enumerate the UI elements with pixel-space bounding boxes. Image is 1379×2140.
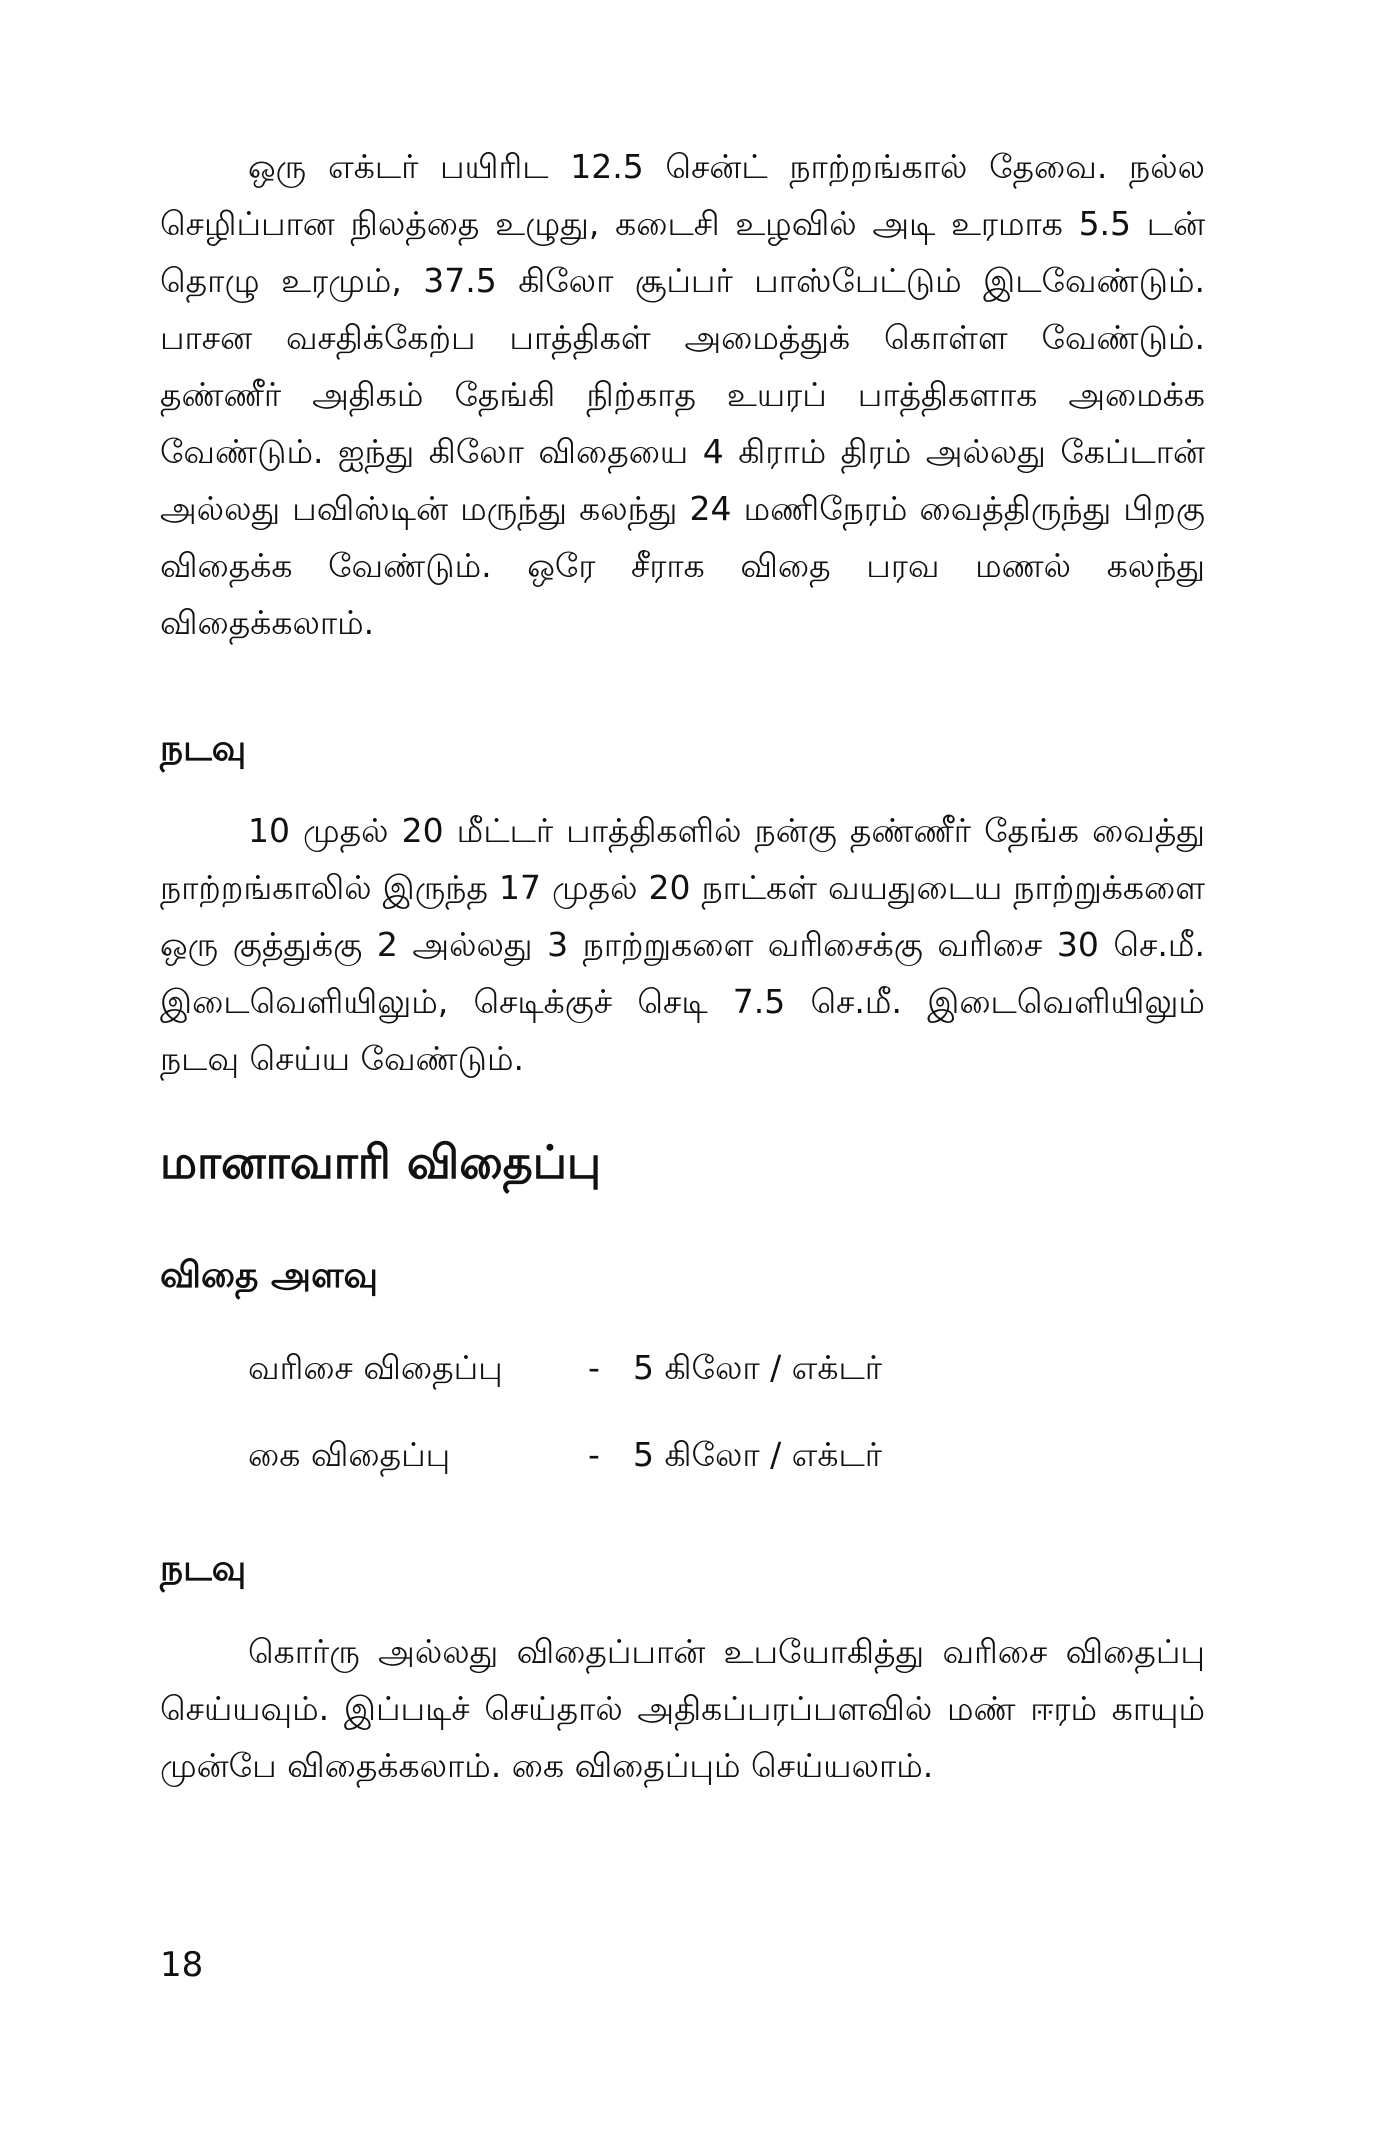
page-number: 18 — [160, 1945, 204, 1985]
paragraph-transplanting: 10 முதல் 20 மீட்டர் பாத்திகளில் நன்கு தண்ணீர் தேங்க வைத்து நாற்றங்காலில் இருந்த 17 முதல் 20 நாட்கள் வயதுடைய நாற்றுக்களை ஒரு குத்துக்கு 2 அல்லது 3 நாற்றுகளை வரிசைக்கு வரிசை 30 செ.மீ. இடைவெளியிலும், செடிக்குச் செடி 7.5 செ.மீ. இடைவெளியிலும் நடவு செய்ய வேண்டும். — [160, 811, 1205, 1078]
paragraph-planting: கொர்ரு அல்லது விதைப்பான் உபயோகித்து வரிசை விதைப்பு செய்யவும். இப்படிச் செய்தால் அதிகப்பரப்பளவில் மண் ஈரம் காயும் முன்பே விதைக்கலாம். கை விதைப்பும் செய்யலாம். — [160, 1632, 1205, 1785]
heading-rainfed-sowing: மானாவாரி விதைப்பு — [160, 1135, 602, 1189]
seed-rate-dash: - — [588, 1348, 600, 1387]
seed-rate-value: 5 கிலோ / எக்டர் — [633, 1435, 883, 1474]
seed-rate-value: 5 கிலோ / எக்டர் — [633, 1348, 883, 1387]
seed-rate-term: கை விதைப்பு — [248, 1435, 451, 1474]
heading-seed-rate: விதை அளவு — [160, 1255, 378, 1296]
paragraph-nursery: ஒரு எக்டர் பயிரிட 12.5 சென்ட் நாற்றங்கால் தேவை. நல்ல செழிப்பான நிலத்தை உழுது, கடைசி உழவில் அடி உரமாக 5.5 டன் தொழு உரமும், 37.5 கிலோ சூப்பர் பாஸ்பேட்டும் இடவேண்டும். பாசன வசதிக்கேற்ப பாத்திகள் அமைத்துக் கொள்ள வேண்டும். தண்ணீர் அதிகம் தேங்கி நிற்காத உயரப் பாத்திகளாக அமைக்க வேண்டும். ஐந்து கிலோ விதையை 4 கிராம் திரம் அல்லது கேப்டான் அல்லது பவிஸ்டின் மருந்து கலந்து 24 மணிநேரம் வைத்திருந்து பிறகு விதைக்க வேண்டும். ஒரே சீராக விதை பரவ மணல் கலந்து விதைக்கலாம். — [160, 147, 1205, 642]
seed-rate-term: வரிசை விதைப்பு — [248, 1348, 503, 1387]
seed-rate-dash: - — [588, 1435, 600, 1474]
heading-planting: நடவு — [160, 1548, 247, 1589]
heading-transplanting: நடவு — [160, 728, 247, 769]
seed-rate-row — [248, 1348, 882, 1392]
seed-rate-row — [248, 1435, 882, 1479]
